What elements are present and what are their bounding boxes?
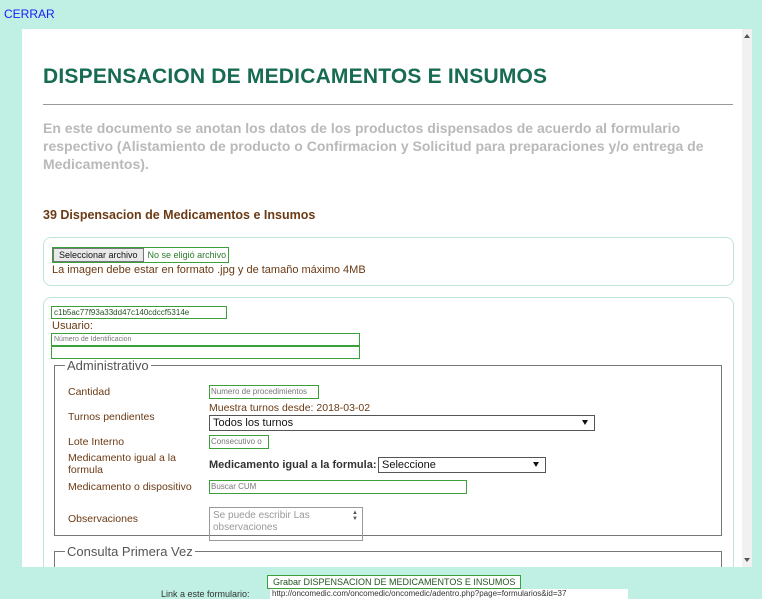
igual-label: Medicamento igual a la formula (68, 452, 176, 476)
observaciones-textarea[interactable] (209, 507, 363, 541)
lote-input[interactable]: Consecutivo o (209, 435, 269, 449)
administrativo-fieldset (54, 358, 722, 536)
id-number-field[interactable]: Número de Identificacion (51, 333, 360, 346)
spinner-icon[interactable]: ▲ ▼ (352, 510, 358, 522)
page-description: En este documento se anotan los datos de los productos dispensados de acuerdo al formulario respectivo (Alistamiento de producto o Confirmacion y Solicitud para preparaciones y/o entrega de Medicamentos). (43, 120, 704, 172)
medicamento-label: Medicamento o dispositivo (68, 481, 192, 493)
igual-select[interactable] (378, 457, 546, 473)
choose-file-button[interactable]: Seleccionar archivo (53, 248, 144, 262)
turnos-select-value: Todos los turnos (213, 417, 294, 429)
scroll-up-icon[interactable] (744, 34, 750, 38)
user-label: Usuario: (52, 320, 93, 332)
record-section (43, 297, 734, 567)
cantidad-label: Cantidad (68, 386, 111, 398)
consulta-legend: Consulta Primera Vez (67, 544, 193, 559)
scroll-down-icon[interactable] (744, 558, 750, 562)
igual-select-value: Seleccione (382, 459, 436, 471)
chevron-down-icon (533, 462, 539, 467)
page-title: DISPENSACION DE MEDICAMENTOS E INSUMOS (43, 65, 548, 88)
close-link[interactable]: CERRAR (4, 7, 55, 21)
medicamento-search-input[interactable]: Buscar CUM (209, 480, 467, 494)
cantidad-input[interactable]: Numero de procedimientos (209, 385, 319, 399)
save-button[interactable]: Grabar DISPENSACION DE MEDICAMENTOS E INSUMOS (267, 575, 521, 589)
igual-inline-label: Medicamento igual a la formula: (209, 459, 377, 471)
turnos-label: Turnos pendientes (68, 411, 155, 423)
chevron-down-icon (582, 420, 588, 425)
title-divider (43, 104, 733, 105)
record-hash-field[interactable]: c1b5ac77f93a33dd47c140cdccf5314e (51, 306, 227, 319)
observaciones-placeholder: Se puede escribir Las observaciones (213, 510, 310, 533)
file-input[interactable] (52, 247, 229, 263)
turnos-helper: Muestra turnos desde: 2018-03-02 (209, 402, 371, 414)
link-field[interactable]: http://oncomedic.com/oncomedic/oncomedic/adentro.php?page=formularios&id=37 (270, 589, 628, 599)
link-label: Link a este formulario: (161, 589, 250, 599)
form-subtitle: 39 Dispensacion de Medicamentos e Insumos (43, 208, 316, 222)
lote-label: Lote Interno (68, 436, 125, 448)
scrollbar[interactable] (742, 29, 752, 567)
form-panel (22, 29, 752, 567)
turnos-select[interactable] (209, 415, 595, 431)
administrativo-legend: Administrativo (67, 358, 149, 373)
upload-hint: La imagen debe estar en formato .jpg y de tamaño máximo 4MB (52, 264, 366, 276)
file-status: No se eligió archivo (147, 250, 227, 260)
upload-section (43, 237, 734, 286)
consulta-fieldset (54, 544, 722, 567)
observaciones-label: Observaciones (68, 513, 139, 525)
